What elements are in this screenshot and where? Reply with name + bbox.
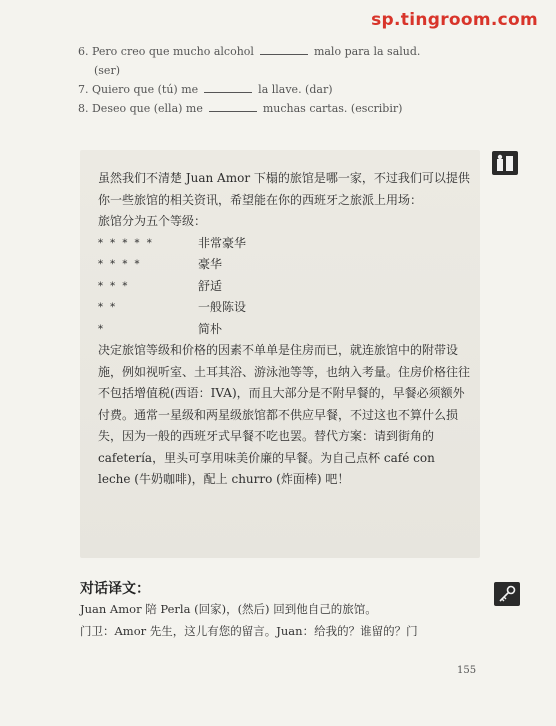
exercise-item xyxy=(78,42,498,61)
exercise-text: 8. Deseo que (ella) me xyxy=(78,102,203,115)
grade-stars: * * * * * xyxy=(98,237,154,249)
notes-body: 决定旅馆等级和价格的因素不单单是住房而已，就连旅馆中的附带设施，例如视听室、土耳其浴、游泳池等等，也纳入考量。住房价格往往不包括增值税(西语：IVA)，而且大部分是不附早餐的，早餐必须额外付费。通常一星级和两星级旅馆都不供应早餐，不过这也不算什么损失，因为一般的西班牙式早餐不吃也罢。替代方案：请到街角的 cafetería，里头可享用味美价廉的早餐。为自己点杯 café con leche (牛奶咖啡)，配上 churro (炸面棒) 吧！ xyxy=(98,343,471,486)
answer-blank xyxy=(209,101,257,112)
exercise-hint: (ser) xyxy=(94,64,120,77)
grade-row xyxy=(98,297,470,319)
grade-row xyxy=(98,276,470,298)
grade-label: 非常豪华 xyxy=(198,235,247,250)
exercise-item xyxy=(78,80,498,99)
exercise-text: 6. Pero creo que mucho alcohol xyxy=(78,45,254,58)
culture-note xyxy=(98,168,470,491)
grade-label: 简朴 xyxy=(198,321,223,336)
watermark: sp.tingroom.com xyxy=(371,10,538,30)
dialog-title: 对话译文： xyxy=(80,581,150,597)
exercise-tail: la llave. (dar) xyxy=(258,83,333,96)
grade-row xyxy=(98,254,470,276)
grade-row xyxy=(98,233,470,255)
grades-heading: 旅馆分为五个等级： xyxy=(98,214,207,228)
grade-stars: * * * * xyxy=(98,259,142,270)
answer-blank xyxy=(204,82,252,93)
exercise-list xyxy=(78,42,498,118)
notes-intro: 虽然我们不清楚 Juan Amor 下榻的旅馆是哪一家，不过我们可以提供你一些旅馆的相关资讯，希望能在你的西班牙之旅派上用场： xyxy=(98,171,470,207)
grade-stars: * xyxy=(98,323,105,335)
exercise-text: 7. Quiero que (tú) me xyxy=(78,83,199,96)
exercise-tail: malo para la salud. xyxy=(313,45,421,58)
exercise-tail: muchas cartas. (escribir) xyxy=(262,102,403,115)
grade-label: 一般陈设 xyxy=(198,300,247,314)
dialog-line: Juan Amor 陪 Perla (回家)，(然后) 回到他自己的旅馆。 xyxy=(80,602,377,616)
page-number: 155 xyxy=(457,665,477,676)
exercise-item xyxy=(78,99,498,118)
grade-stars: * * xyxy=(98,302,118,313)
hotel-icon xyxy=(492,151,518,175)
grade-row xyxy=(98,319,470,341)
dialog-translation xyxy=(80,598,500,642)
grade-label: 豪华 xyxy=(198,257,223,271)
dialog-line: 门卫：Amor 先生，这儿有您的留言。Juan：给我的？谁留的？门 xyxy=(80,624,418,638)
answer-blank xyxy=(260,44,308,55)
grade-label: 舒适 xyxy=(198,278,223,293)
grade-stars: * * * xyxy=(98,280,130,292)
